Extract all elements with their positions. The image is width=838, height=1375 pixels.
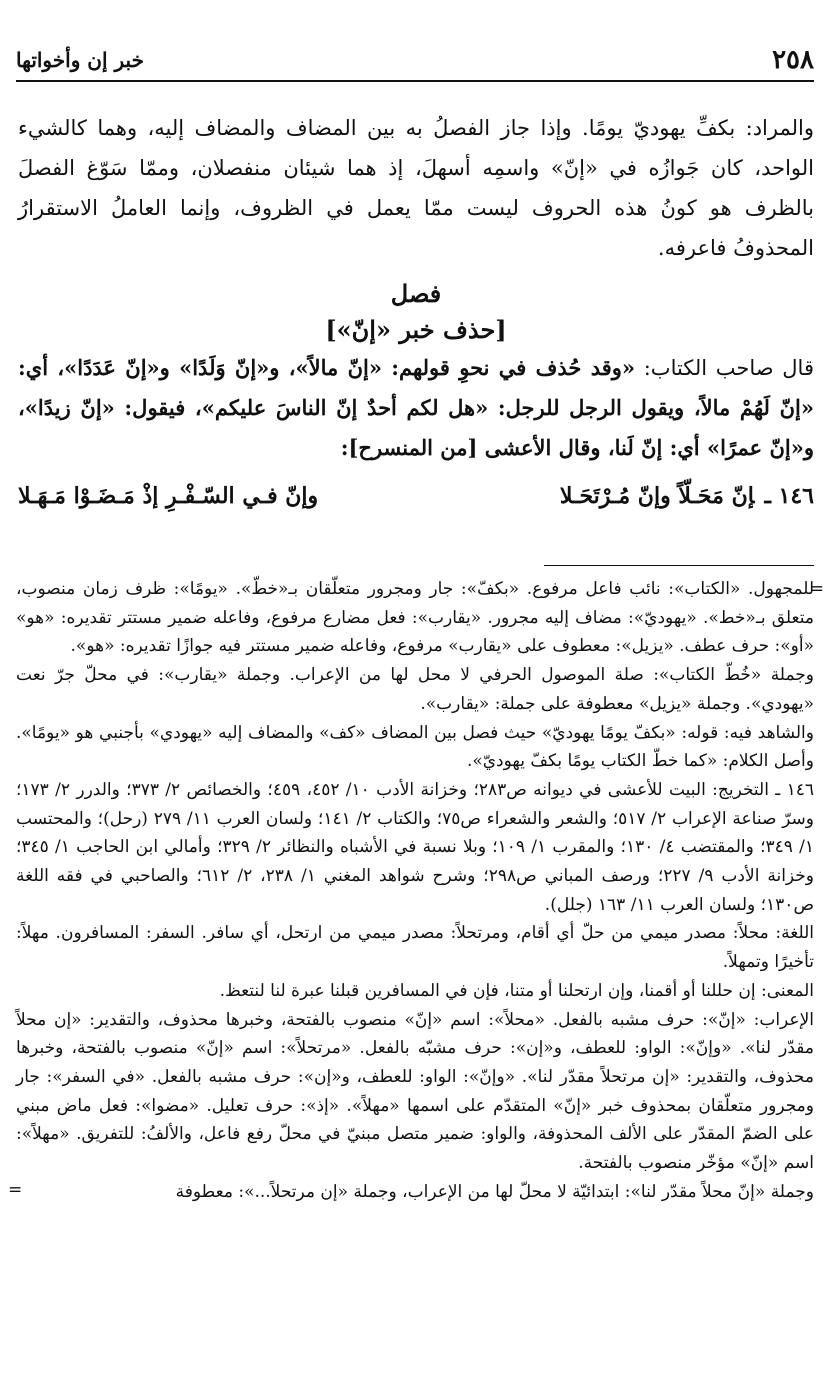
continuation-mark: = <box>809 579 824 599</box>
footnote-paragraph: اللغة: محلاً: مصدر ميمي من حلّ أي أقام، ومرتحلاً: مصدر ميمي من ارتحل، أي سافر. السفر: المسافرون. مهلاً: تأخيرًا وتمهلاً. <box>16 923 814 973</box>
footnote-paragraph: والشاهد فيه: قوله: «بكفّ يومًا يهوديّ» حيث فصل بين المضاف «كف» والمضاف إليه «يهودي» بأجنبي هو «يومًا». وأصل الكلام: «كما خطّ الكتاب يومًا بكفّ يهوديّ». <box>16 722 814 772</box>
verse-first-half <box>560 476 814 516</box>
end-mark: = <box>8 1179 23 1200</box>
footnote-divider <box>544 565 814 566</box>
quote-intro: قال صاحب الكتاب: <box>635 356 814 380</box>
verse-hemistich-1: إنّ مَحَـلّاً وإنّ مُـرْتَحَـلا <box>559 483 755 509</box>
footnote-paragraph: الإعراب: «إنّ»: حرف مشبه بالفعل. «محلاً»: اسم «إنّ» منصوب بالفتحة، وخبرها محذوف، والتقدير: «إن محلاً مقدّر لنا». «وإنّ»: الواو: للعطف، و«إن»: حرف مشبّه بالفعل. «مرتحلاً»: اسم «إنّ» منصوب بالفتحة، وخبرها محذوف، والتقدير: «إن مرتحلاً مقدّر لنا». «وإنّ»: الواو: للعطف، و«إن»: حرف مشبه بالفعل. «في السفر»: جار ومجرور متعلّقان بمحذوف خبر «إنّ» المتقدّم على اسمها «مهلاً». «إذ»: حرف تعليل. «مضوا»: فعل ماض مبني على الضمّ المقدّر على الألف المحذوفة، والواو: ضمير متصل مبنيّ في محلّ رفع فاعل، والألفُ: للتفريق. «مهلاً»: اسم «إنّ» مؤخّر منصوب بالفتحة. <box>16 1009 814 1174</box>
footnote-paragraph: ١٤٦ ـ التخريج: البيت للأعشى في ديوانه ص٢٨٣؛ وخزانة الأدب ١٠/ ٤٥٢، ٤٥٩؛ والخصائص ٢/ ٣٧٣؛ والدرر ٢/ ١٧٣؛ وسرّ صناعة الإعراب ٢/ ٥١٧؛ والشعر والشعراء ص٧٥؛ والكتاب ٢/ ١٤١؛ ولسان العرب ١١/ ٢٧٩ (رحل)؛ والمحتسب ١/ ٣٤٩؛ والمقتضب ٤/ ١٣٠؛ والمقرب ١/ ١٠٩؛ وبلا نسبة في الأشباه والنظائر ٢/ ٣٢٩؛ وأمالي ابن الحاجب ١/ ٣٤٥؛ وخزانة الأدب ٩/ ٢٢٧؛ ورصف المباني ص٢٩٨؛ وشرح شواهد المغني ١/ ٢٣٨، ٢/ ٦١٢؛ والصاحبي في فقه اللغة ص١٣٠؛ ولسان العرب ١١/ ١٦٣ (جلل). <box>16 779 815 915</box>
verse-line <box>18 476 814 516</box>
footnote-paragraph: وجملة «إنّ محلاً مقدّر لنا»: ابتدائيّة لا محلّ لها من الإعراب، وجملة «إن مرتحلاً...»: معطوفة <box>175 1181 814 1202</box>
footnotes <box>8 575 824 1206</box>
page-number: ٢٥٨ <box>772 45 814 75</box>
footnote-paragraph: وجملة «خُطّ الكتاب»: صلة الموصول الحرفي لا محل لها من الإعراب. وجملة «يقارب»: في محلّ جرّ نعت «يهودي». وجملة «يزيل» معطوفة على جملة: «يقارب». <box>16 665 814 714</box>
footnote-paragraph: المعنى: إن حللنا أو أقمنا، وإن ارتحلنا أو متنا، فإن في المسافرين قبلنا عبرة لنا لنتعظ. <box>219 980 814 1001</box>
body-paragraph: والمراد: بكفِّ يهوديّ يومًا. وإذا جاز الفصلُ به بين المضاف والمضاف إليه، وهما كالشيء الواحد، كان جَوازُه في «إنّ» واسمِه أسهلَ، إذ هما شيئان منفصلان، وممّا سَوّغ الفصلَ بالظرف هو كونُ هذه الحروف ليست ممّا يعمل في الظروف، وإنما العاملُ الاستقرارُ المحذوفُ فاعرفه. <box>18 116 814 260</box>
verse-number: ١٤٦ ـ <box>764 483 814 509</box>
footnote-paragraph: للمجهول. «الكتاب»: نائب فاعل مرفوع. «بكفّ»: جار ومجرور متعلّقان بـ«خطّ». «يومًا»: ظرف زمان منصوب، متعلق بـ«خط». «يهوديّ»: مضاف إليه مجرور. «يقارب»: فعل مضارع مرفوع، وفاعله ضمير مستتر تقديره: «هو» «أو»: حرف عطف. «يزيل»: معطوف على «يقارب» مرفوع، وفاعله ضمير مستتر فيه جوازًا تقديره: «هو». <box>16 579 814 657</box>
quote-source: [من المنسرح]: <box>340 435 485 460</box>
quote-text: «وقد حُذف في نحوِ قولهم: «إنّ مالاً»، و«إنّ وَلَدًا» و«إنّ عَدَدًا»، أي: «إنّ لَهُمْ مالاً، ويقول الرجل للرجل: «هل لكم أحدٌ إنّ الناسَ عليكم»، فيقول: «إنّ زيدًا»، و«إنّ عمرًا» أي: إنّ لَنا، وقال الأعشى <box>18 355 814 460</box>
running-title: خبر إن وأخواتها <box>16 48 144 72</box>
page-header <box>16 40 814 82</box>
author-quote <box>18 348 814 468</box>
verse-hemistich-2: وإنّ فـي السّـفْـرِ إذْ مَـضَـوْا مَـهَـلا <box>18 483 319 509</box>
section-title: فصل <box>390 279 442 308</box>
section-subtitle: [حذف خبر «إنّ»] <box>325 315 507 344</box>
main-text <box>18 108 814 516</box>
